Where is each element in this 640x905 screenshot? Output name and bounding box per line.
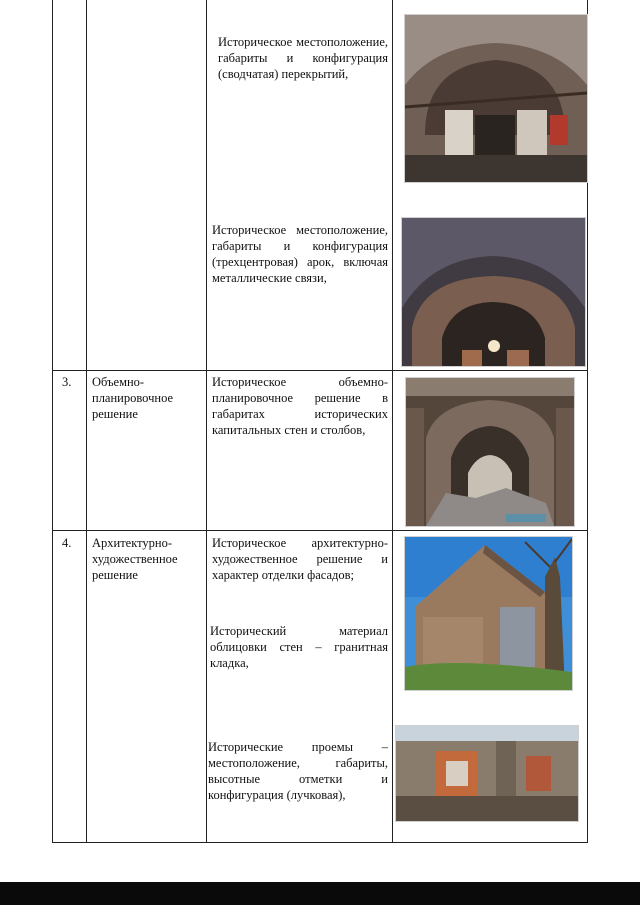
row-divider-3 <box>52 370 588 371</box>
scan-bottom-edge <box>0 882 640 905</box>
feature-text-vaulted-ceilings: Историческое местоположение, габариты и конфигурация (сводчатая) перекрытий, <box>218 35 388 81</box>
feature-text-volume-planning: Историческое объемно-планировочное решение в габаритах исторических капитальных стен и столбов, <box>212 375 388 437</box>
feature-text-three-centered-arches: Историческое местоположение, габариты и конфигурация (трехцентровая) арок, включая металлические связи, <box>212 223 388 285</box>
feature-text-granite-masonry: Исторический материал облицовки стен – гранитная кладка, <box>210 624 388 670</box>
row-number-4: 4. <box>62 536 72 550</box>
element-label-architectural-artistic: Архитектурно-художественное решение <box>92 536 178 582</box>
column-divider-2 <box>206 0 207 843</box>
table-border-left <box>52 0 53 843</box>
three-centered-arch-photo <box>401 217 586 367</box>
column-divider-1 <box>86 0 87 843</box>
arched-corridor-ruins-photo <box>405 377 575 527</box>
row-number-3: 3. <box>62 375 72 389</box>
granite-facade-photo <box>404 536 573 691</box>
feature-text-segmental-openings: Исторические проемы – местоположение, габариты, высотные отметки и конфигурация (лучковая), <box>208 740 388 802</box>
element-label-volume-planning: Объемно-планировочное решение <box>92 375 174 421</box>
row-divider-4 <box>52 530 588 531</box>
column-divider-3 <box>392 0 393 843</box>
feature-text-facade-finish: Историческое архитектурно-художественное решение и характер отделки фасадов; <box>212 536 388 582</box>
segmental-openings-photo <box>395 725 579 822</box>
vaulted-ceiling-interior-photo <box>404 14 588 183</box>
table-bottom-border <box>52 842 588 843</box>
